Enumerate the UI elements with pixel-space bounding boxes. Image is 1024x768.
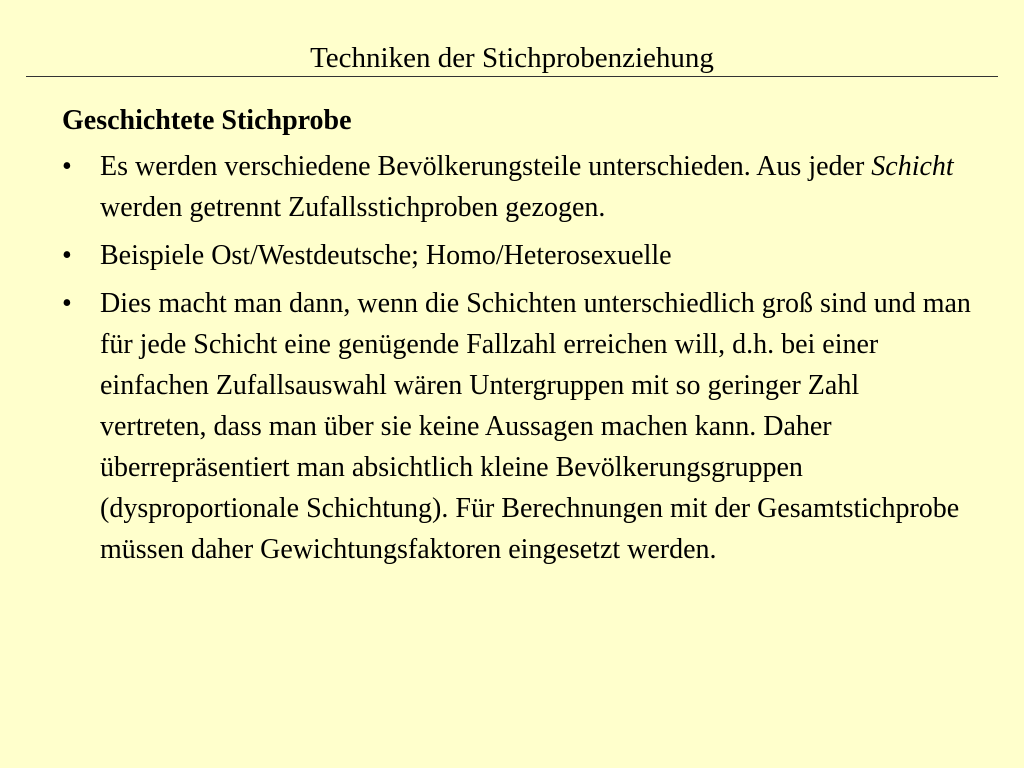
section-heading: Geschichtete Stichprobe bbox=[62, 105, 352, 136]
slide-content bbox=[62, 100, 972, 577]
bullet-text: Beispiele Ost/Westdeutsche; Homo/Heterosexuelle bbox=[100, 240, 672, 271]
bullet-text-before: Es werden verschiedene Bevölkerungsteile unterschieden. Aus jeder bbox=[100, 151, 872, 182]
bullet-item-strata bbox=[62, 146, 972, 228]
bullet-text-after: werden getrennt Zufallsstichproben gezogen. bbox=[100, 192, 606, 223]
bullet-icon: • bbox=[62, 288, 72, 319]
bullet-icon: • bbox=[62, 240, 72, 271]
title-divider bbox=[26, 76, 998, 77]
bullet-text-emphasis: Schicht bbox=[871, 151, 954, 182]
bullet-item-rationale bbox=[62, 283, 972, 570]
bullet-text: Dies macht man dann, wenn die Schichten unterschiedlich groß sind und man für jede Schicht eine genügende Fallzahl erreichen will, d.h. bei einer einfachen Zufallsauswahl wären Untergruppen mit so geringer Zahl vertreten, dass man über sie keine Aussagen machen kann. Daher überrepräsentiert man absichtlich kleine Bevölkerungsgruppen (dysproportionale Schichtung). Für Berechnungen mit der Gesamtstichprobe müssen daher Gewichtungsfaktoren eingesetzt werden. bbox=[100, 288, 971, 565]
bullet-item-examples bbox=[62, 235, 972, 276]
slide-title: Techniken der Stichprobenziehung bbox=[310, 42, 714, 74]
bullet-list bbox=[62, 146, 972, 570]
bullet-icon: • bbox=[62, 151, 72, 182]
